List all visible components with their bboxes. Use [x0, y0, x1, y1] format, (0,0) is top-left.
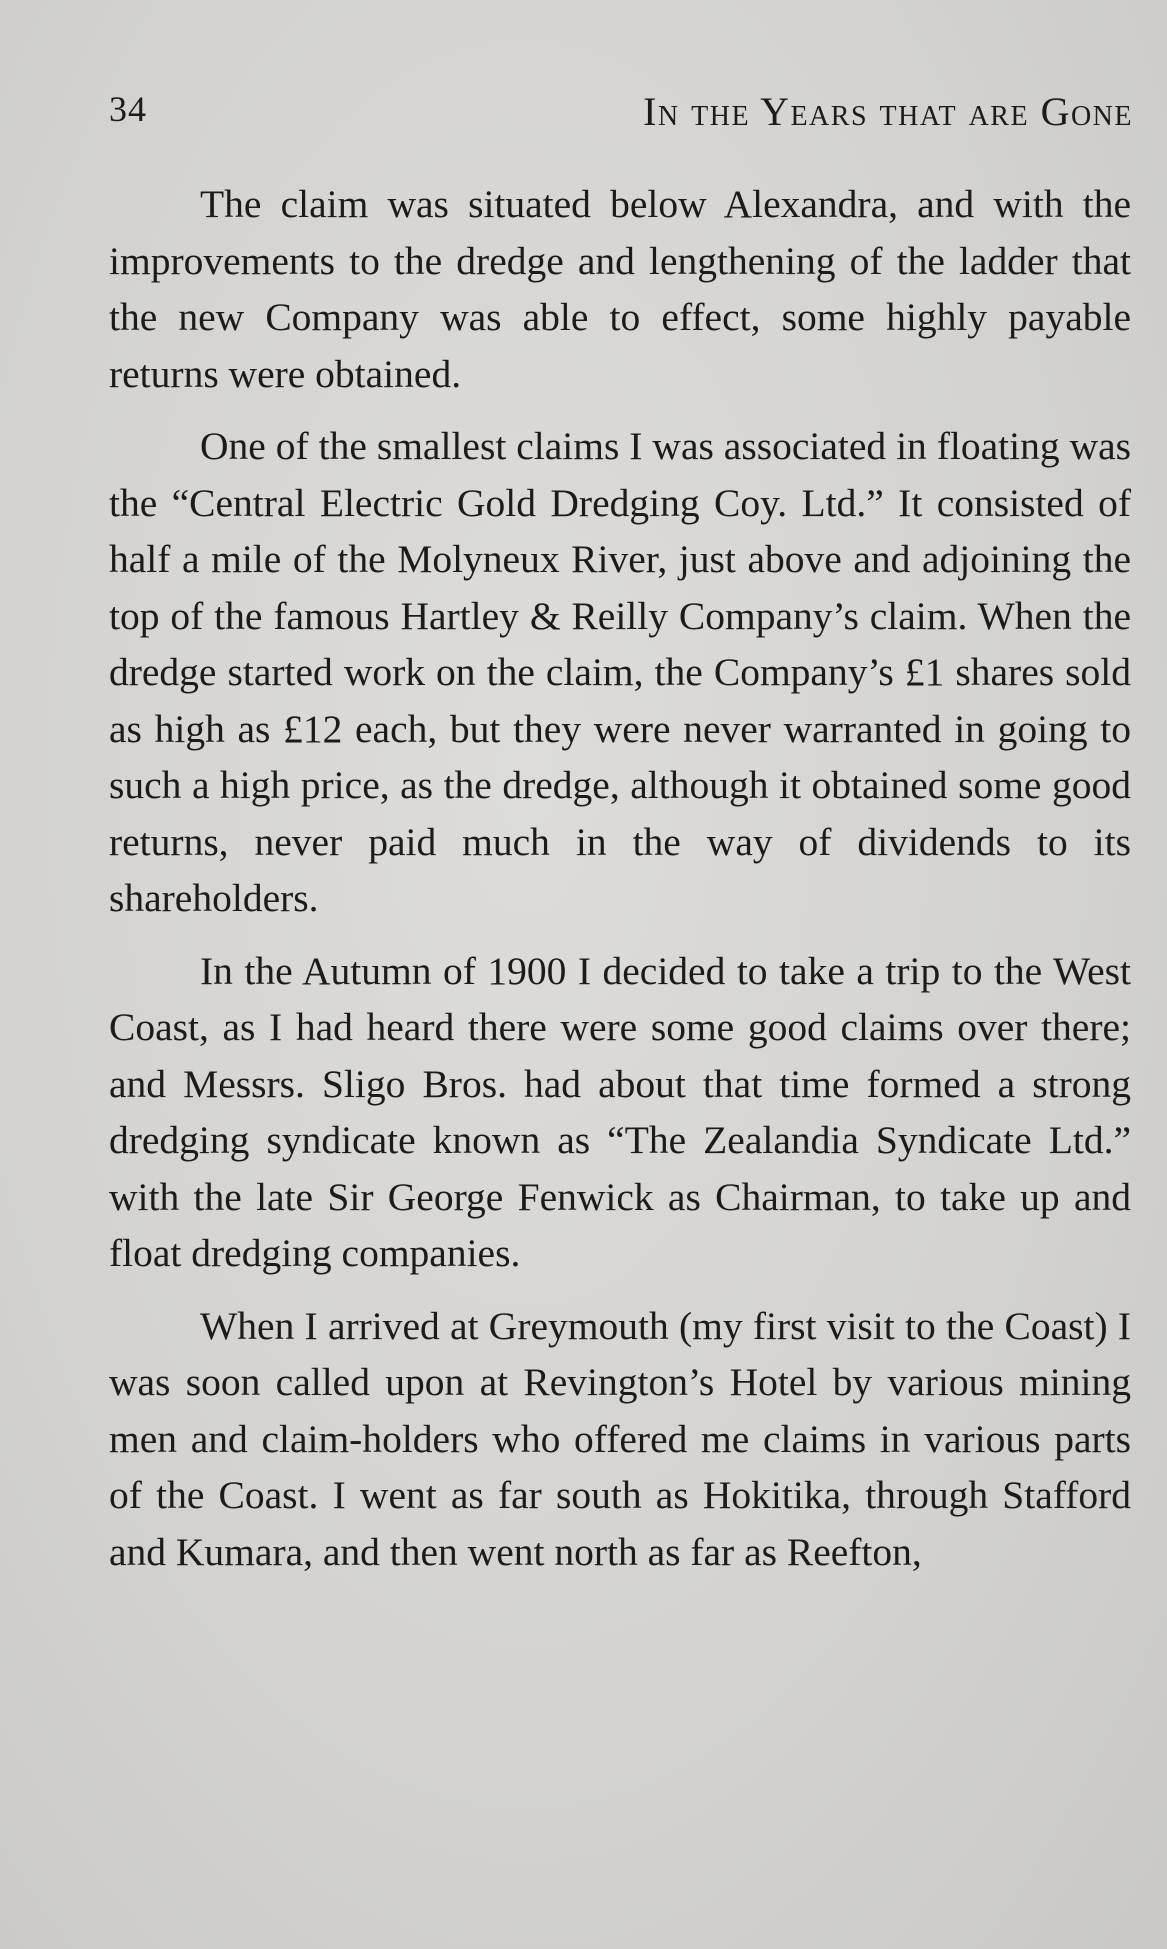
running-title: In the Years that are Gone	[643, 89, 1133, 134]
paragraph: The claim was situated below Alexandra, and with the improvements to the dredge and lengthening of the ladder that the new Company was able to effect, some highly payable returns were obtained.	[109, 182, 1131, 396]
paragraph: In the Autumn of 1900 I decided to take a trip to the West Coast, as I had heard there were some good claims over there; and Messrs. Sligo Bros. had about that time formed a strong dredging syndicate known as “The Zealandia Syndicate Ltd.” with the late Sir George Fenwick as Chairman, to take up and float dredging companies.	[109, 948, 1131, 1275]
paragraph: When I arrived at Greymouth (my first visit to the Coast) I was soon called upon at Revington’s Hotel by various mining men and claim-holders who offered me claims in various parts of the Coast. I went as far south as Hokitika, through Stafford and Kumara, and then went north as far as Reefton,	[109, 1303, 1131, 1574]
paragraph: One of the smallest claims I was associated in floating was the “Central Electric Gold Dredging Coy. Ltd.” It consisted of half a mile of the Molyneux River, just above and adjoining the top of the famous Hartley & Reilly Company’s claim. When the dredge started work on the claim, the Company’s £1 shares sold as high as £12 each, but they were never warranted in going to such a high price, as the dredge, although it obtained some good returns, never paid much in the way of dividends to its shareholders.	[109, 424, 1131, 920]
body-text	[109, 176, 1131, 1596]
page-header	[109, 88, 1133, 138]
page-number: 34	[109, 89, 147, 129]
